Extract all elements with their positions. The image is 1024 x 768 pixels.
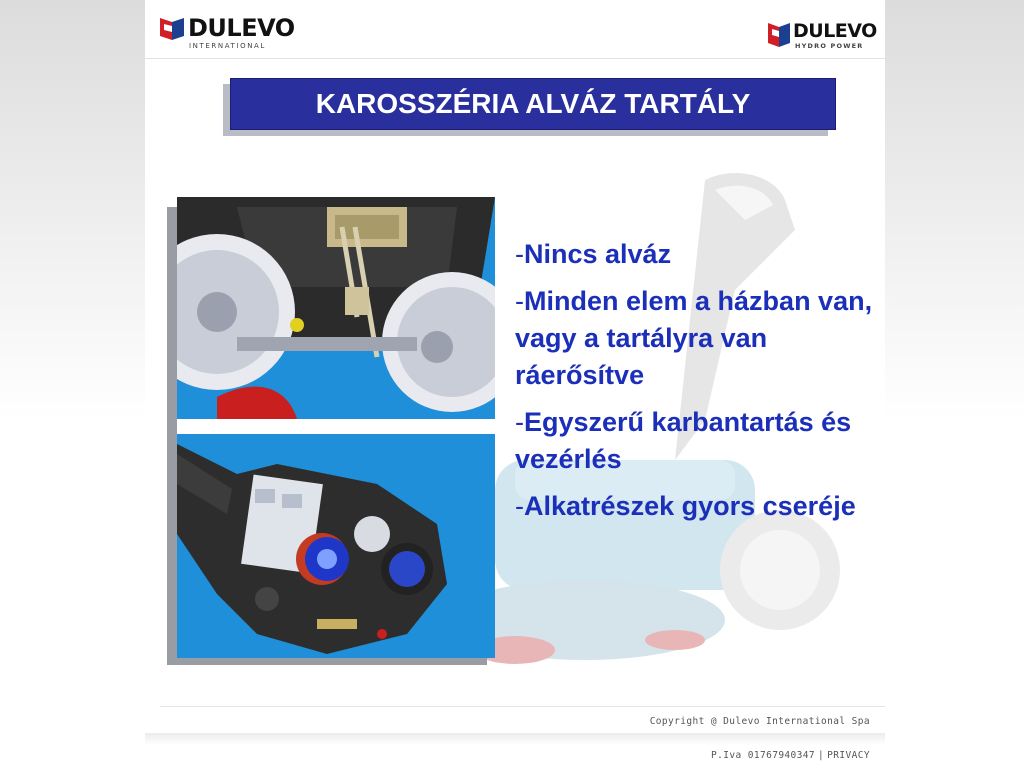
copyright-text: Copyright @ Dulevo International Spa (649, 716, 870, 727)
bullet-dash: - (515, 491, 524, 521)
bullet-dash: - (515, 239, 524, 269)
bullet-text: Alkatrészek gyors cseréje (524, 491, 856, 521)
logo-left-name: DULEVO (188, 14, 295, 42)
slide-title: KAROSSZÉRIA ALVÁZ TARTÁLY (230, 78, 836, 130)
footer-shadow (145, 733, 885, 745)
slide-page (145, 0, 885, 768)
bullet-text: Minden elem a házban van, vagy a tartályra van ráerősítve (515, 286, 873, 390)
bullet-text: Nincs alváz (524, 239, 672, 269)
machine-underside-image (177, 197, 495, 419)
dulevo-international-logo[interactable] (158, 14, 295, 50)
bullet-dash: - (515, 407, 524, 437)
bullet-item (515, 283, 875, 394)
logo-right-name: DULEVO (793, 20, 877, 42)
privacy-link[interactable]: PRIVACY (827, 750, 870, 761)
bullet-item (515, 488, 875, 525)
bullet-list (515, 236, 875, 535)
bullet-dash: - (515, 286, 524, 316)
header-bar (145, 0, 885, 59)
machine-top-cutaway-image (177, 434, 495, 658)
image-separator (177, 419, 495, 434)
dulevo-flag-icon (767, 20, 793, 50)
logo-left-sub: INTERNATIONAL (189, 42, 266, 50)
bullet-item (515, 236, 875, 273)
footer-divider (160, 706, 885, 707)
logo-right-sub: HYDRO POWER (795, 42, 864, 50)
bullet-text: Egyszerű karbantartás és vezérlés (515, 407, 852, 474)
dulevo-flag-icon (158, 14, 188, 44)
bullet-item (515, 404, 875, 478)
vat-number: P.Iva 01767940347 (711, 750, 816, 761)
footer-legal (711, 750, 870, 761)
footer-separator: | (818, 750, 825, 761)
dulevo-hydro-power-logo[interactable] (767, 20, 875, 52)
